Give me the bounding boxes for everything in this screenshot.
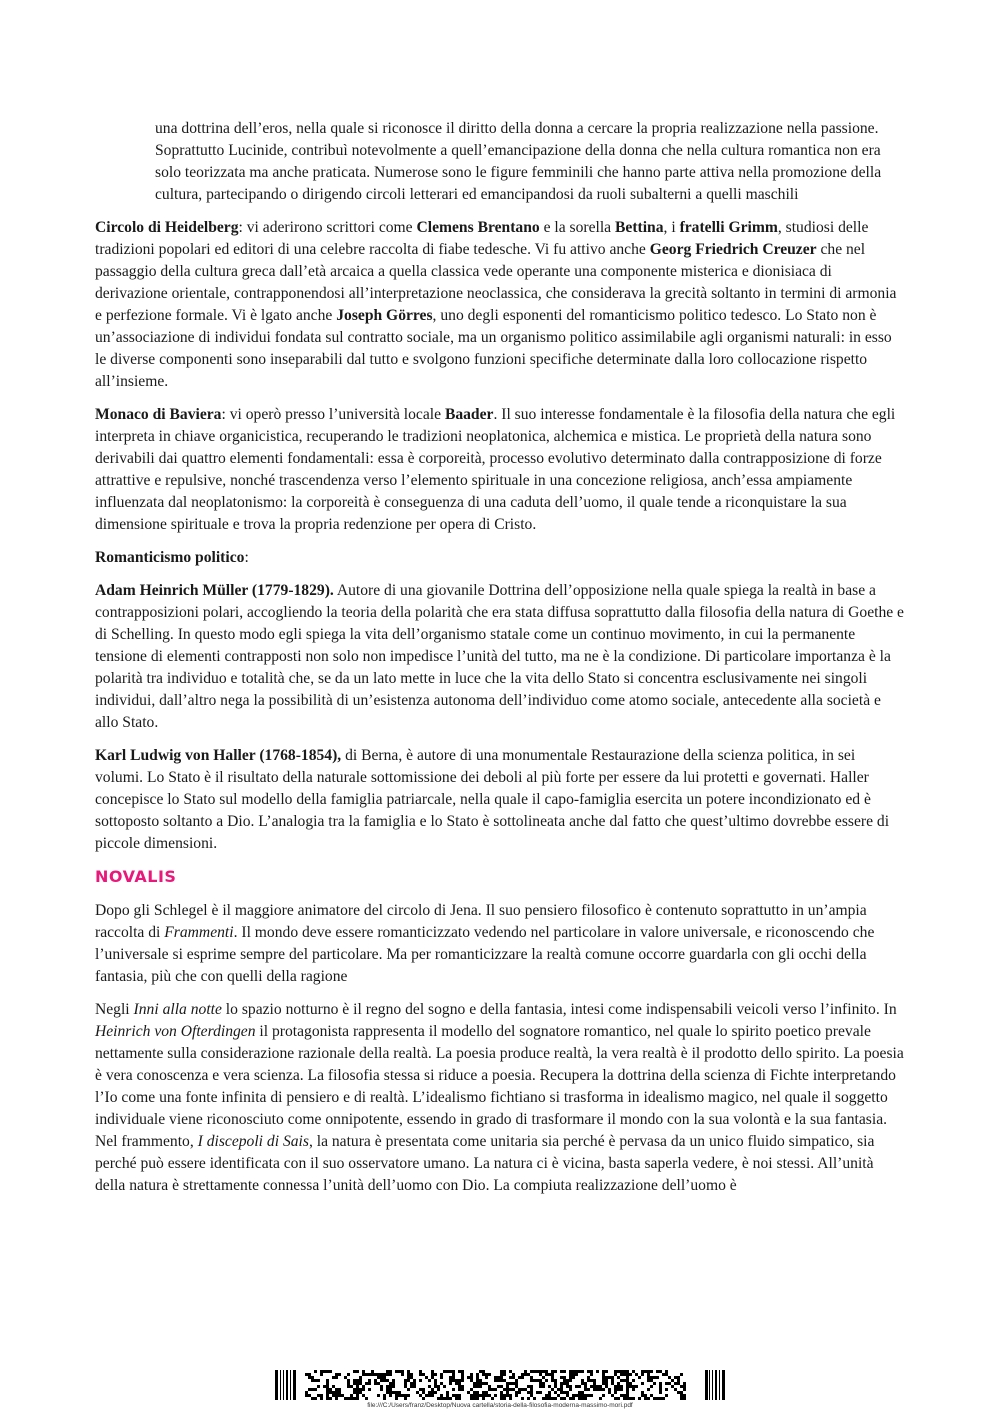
romanticismo-heading — [95, 547, 905, 569]
monaco-paragraph — [95, 404, 905, 536]
footer-file-path: file:///C:/Users/franz/Desktop/Nuova cartella/storia-della-filosofia-moderna-massimo-mori.pdf — [367, 1402, 633, 1409]
text-run: . Il suo interesse fondamentale è la filosofia della natura che egli interpreta in chiave organicistica, recuperando le tradizioni neoplatonica, alchemica e mistica. Le proprietà della natura sono derivabili dai quattro elementi fondamentali: essa è corporeità, processo evolutivo determinato dalla contrapposizione di forze attrattive e repulsive, nonché trascendenza verso l’elemento spirituale in una concezione religiosa, anch’essa ampiamente influenzata dal neoplatonismo: la corporeità è conseguenza di una caduta dell’uomo, il quale tende a riconquistare la sua dimensione spirituale e trova la propria redenzione per opera di Cristo. — [95, 406, 896, 533]
intro-paragraph: una dottrina dell’eros, nella quale si riconosce il diritto della donna a cercare la propria realizzazione nella passione. Soprattutto Lucinide, contribuì notevolmente a quell’emancipazione della donna che nella cultura romantica non era solo teorizzata ma anche praticata. Numerose sono le figure femminili che hanno parte attiva nella promozione della cultura, partecipando o dirigendo circoli letterari ed emancipandosi da ruoli subalterni a quelli maschili — [155, 120, 882, 203]
text-run: : vi aderirono scrittori come — [238, 219, 417, 236]
barcode-image — [265, 1370, 737, 1400]
text-run: lo spazio notturno è il regno del sogno e della fantasia, intesi come indispensabili veicoli verso l’infinito. In — [221, 1001, 897, 1018]
name-haller: Karl Ludwig von Haller (1768-1854), — [95, 747, 342, 764]
romanticismo-label: Romanticismo politico — [95, 549, 245, 566]
text-run: Dopo gli Schlegel è il maggiore animatore del circolo di Jena. Il suo pensiero filosofico è contenuto soprattutto in un’ampia raccolta di — [95, 902, 867, 941]
title-frammenti: Frammenti — [164, 924, 234, 941]
text-run: Negli — [95, 1001, 134, 1018]
page-text — [95, 118, 905, 1208]
name-bettina: Bettina — [615, 219, 664, 236]
text-run: , la natura è presentata come unitaria sia perché è pervasa da un unico fluido simpatico, sia perché può essere identificata con il suo osservatore umano. La natura ci è vicina, basta saperla vedere, è noi stessi. All’unità della natura è strettamente connessa l’unità dell’uomo con Dio. La compiuta realizzazione dell’uomo è — [95, 1133, 875, 1194]
name-gorres: Joseph Görres — [336, 307, 433, 324]
monaco-label: Monaco di Baviera — [95, 406, 222, 423]
novalis-paragraph-1 — [95, 900, 905, 988]
title-inni: Inni alla notte — [133, 1001, 222, 1018]
novalis-paragraph-2 — [95, 999, 905, 1197]
text-run: di Berna, è autore di una monumentale Restaurazione della scienza politica, in sei volumi. Lo Stato è il risultato della naturale sottomissione dei deboli al più forte per essere da lui protetti e governati. Haller concepisce lo Stato sul modello della famiglia patriarcale, nella quale il capo-famiglia esercita un potere incondizionato ed è sottoposto soltanto a Dio. L’analogia tra la famiglia e lo Stato è sottolineata anche dal fatto che quest’ultimo dovrebbe essere di piccole dimensioni. — [95, 747, 890, 852]
text-run: , i — [663, 219, 680, 236]
text-run: . Il mondo deve essere romanticizzato vedendo nel particolare in valore universale, e riconoscendo che l’universale si esprime sempre del particolare. Ma per romanticizzare la realtà comune occorre guardarla con gli occhi della fantasia, più che con quelli della ragione — [95, 924, 875, 985]
text-run: che nel passaggio della cultura greca dall’età arcaica a quella classica vede operante una componente misterica e dionisiaca di derivazione orientale, contrapponendosi all’interpretazione neoclassica, che considerava la grecità soltanto in termini di armonia e perfezione formale. Vi è lgato anche — [95, 241, 897, 324]
name-grimm: fratelli Grimm — [679, 219, 778, 236]
text-run: , uno degli esponenti del romanticismo politico tedesco. Lo Stato non è un’associazione di individui fondata sul contratto sociale, ma un organismo politico assimilabile agli organismi naturali: in esso le diverse componenti sono inseparabili dal tutto e svolgono funzioni specifiche determinate dalla loro collocazione rispetto all’insieme. — [95, 307, 892, 390]
text-run: : vi operò presso l’università locale — [221, 406, 445, 423]
text-run: Autore di una giovanile Dottrina dell’opposizione nella quale spiega la realtà in base a contrapposizioni polari, accogliendo la teoria della polarità che era stata diffusa soprattutto dalla filosofia della natura di Goethe e di Schelling. In questo modo egli spiega la vita dell’organismo statale come un continuo movimento, in cui la permanente tensione di elementi contrapposti non solo non impedisce l’unità del tutto, ma ne è la condizione. Di particolare importanza è la polarità tra individuo e totalità che, se da un lato mette in luce che la vita dello Stato si concentra esclusivamente nei singoli individui, dall’altro nega la possibilità di un’esistenza autonoma dell’individuo come atomo sociale, antecedente alla società e allo Stato. — [95, 582, 904, 731]
name-muller: Adam Heinrich Müller (1779-1829). — [95, 582, 334, 599]
name-baader: Baader — [444, 406, 494, 423]
text-run: , studiosi delle tradizioni popolari ed editori di una celebre raccolta di fiabe tedesche. Vi fu attivo anche — [95, 219, 869, 258]
text-run: il protagonista rappresenta il modello del sognatore romantico, nel quale lo spirito poetico prevale nettamente sulla considerazione razionale della realtà. La poesia produce realtà, la vera realtà è il prodotto dello spirito. La poesia è vera conoscenza e vera scienza. La filosofia stessa si riduce a poesia. Recupera la dottrina della scienza di Fichte interpretando l’Io come una fonte infinita di pensiero e di realtà. L’idealismo fichtiano si trasforma in idealismo magico, nel quale il soggetto individuale viene riconosciuto come onnipotente, essendo in grado di trasformare il mondo con la sua volontà e la sua fantasia. Nel frammento, — [95, 1023, 904, 1150]
heidelberg-paragraph — [95, 217, 905, 393]
muller-paragraph — [95, 580, 905, 734]
title-discepoli: I discepoli di Sais — [197, 1133, 309, 1150]
title-ofterdingen: Heinrich von Ofterdingen — [95, 1023, 256, 1040]
text-run: : — [244, 549, 249, 566]
name-creuzer: Georg Friedrich Creuzer — [649, 241, 817, 258]
name-brentano: Clemens Brentano — [416, 219, 540, 236]
text-run: e la sorella — [539, 219, 616, 236]
haller-paragraph — [95, 745, 905, 855]
novalis-heading: NOVALIS — [95, 867, 177, 886]
heidelberg-label: Circolo di Heidelberg — [95, 219, 239, 236]
